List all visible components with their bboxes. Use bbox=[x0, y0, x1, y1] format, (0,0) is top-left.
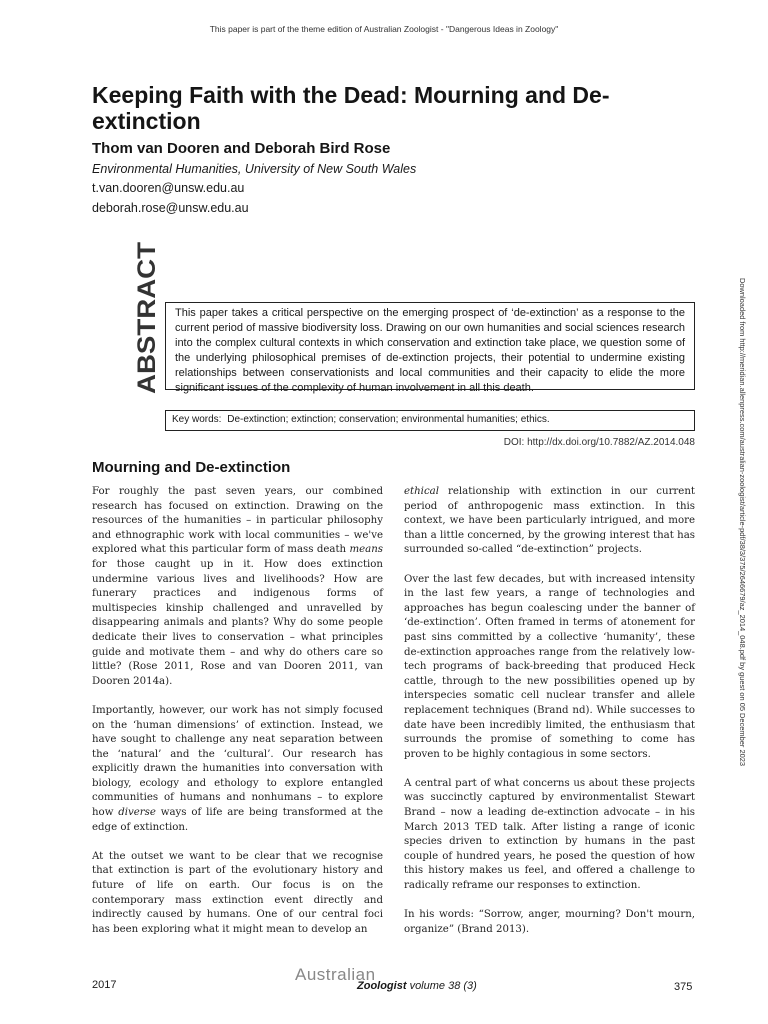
footer-volume: volume 38 (3) bbox=[409, 980, 477, 992]
section-heading: Mourning and De-extinction bbox=[92, 459, 291, 476]
abstract-label-vertical bbox=[134, 240, 160, 395]
footer-journal-logo: Australian bbox=[295, 965, 376, 984]
header-note: This paper is part of the theme edition of Australian Zoologist - "Dangerous Ideas in Zoology" bbox=[209, 24, 559, 34]
paragraph: In his words: “Sorrow, anger, mourning? Don't mourn, organize” (Brand 2013). bbox=[404, 909, 695, 935]
doi-link[interactable]: DOI: http://dx.doi.org/10.7882/AZ.2014.048 bbox=[503, 437, 695, 448]
footer-page-number: 375 bbox=[674, 981, 693, 993]
author-email-2[interactable]: deborah.rose@unsw.edu.au bbox=[92, 201, 249, 215]
paragraph: ethical relationship with extinction in our current period of anthropogenic mass extinction. In this context, we have been particularly intrigued, and more than a little concerned, by the growing interest that has surrounded so-called “de-extinction” projects. bbox=[404, 486, 695, 556]
paragraph: Importantly, however, our work has not simply focused on the ‘human dimensions’ of extinction. Instead, we have sought to challenge any neat separation between the ‘natural’ and the ‘cultural’. Our research has explicitly drawn the humanities into conversation with biology, ecology and ethology to explore entangled communities of humans and nonhumans – to explore how diverse ways of life are being transformed at the edge of extinction. bbox=[92, 704, 383, 833]
paragraph: Over the last few decades, but with increased intensity in the last few years, a range of technologies and approaches has begun coalescing under the banner of ‘de-extinction’. Often framed in terms of atonement for past sins committed by a collective ‘humanity’, these de-extinction approaches range from the relatively low-tech programs of back-breeding that produced Heck cattle, through to the new possibilities opened up by interspecies somatic cell nuclear transfer and allele replacement techniques (Brand nd). While successes to date have been incredibly limited, the enthusiasm that surrounds the promise of something to come has proven to be highly contagious in some sectors. bbox=[404, 573, 695, 760]
abstract-box: This paper takes a critical perspective on the emerging prospect of ‘de-extinction’ as a response to the current period of massive biodiversity loss. Drawing on our own humanities and social sciences research into the complex cultural contexts in which conservation and extinction take place, we question some of the underlying philosophical premises of de-extinction projects, their potential to undermine existing relationships between conservationists and local communities and their capacity to elide the more significant issues of the complexity of human involvement in all this death. bbox=[165, 302, 695, 390]
side-note-text: Downloaded from http://meridian.allenpress.com/australian-zoologist/article-pdf/38/3/375/2646679/az_2014_048.pdf by guest on 05 December 2023 bbox=[738, 278, 747, 770]
paragraph: At the outset we want to be clear that we recognise that extinction is part of the evolutionary history and future of life on earth. Our focus is on the contemporary mass extinction event directly and indirectly caused by humans. One of our central foci has been exploring what it might mean to develop an bbox=[92, 850, 383, 935]
keywords-box bbox=[165, 410, 695, 431]
author-email-1[interactable]: t.van.dooren@unsw.edu.au bbox=[92, 181, 245, 195]
download-side-note bbox=[737, 270, 749, 1010]
footer-year: 2017 bbox=[92, 979, 117, 991]
keywords-label: Key words: bbox=[172, 414, 222, 425]
page-title: Keeping Faith with the Dead: Mourning and De-extinction bbox=[92, 82, 610, 134]
keywords-text: De-extinction; extinction; conservation; environmental humanities; ethics. bbox=[227, 414, 550, 425]
footer-journal-name: Zoologist bbox=[357, 980, 407, 992]
body-column-right bbox=[404, 485, 695, 952]
affiliation: Environmental Humanities, University of New South Wales bbox=[92, 162, 417, 176]
abstract-label-text: ABSTRACT bbox=[133, 256, 161, 394]
body-column-left bbox=[92, 485, 383, 952]
paragraph: A central part of what concerns us about these projects was succinctly captured by environmentalist Stewart Brand – now a leading de-extinction advocate – in his March 2013 TED talk. After listing a range of iconic species driven to extinction by humans in the past couple of hundred years, he posed the question of how this history makes us feel, and offered a challenge to radically reframe our responses to extinction. bbox=[404, 777, 695, 892]
authors: Thom van Dooren and Deborah Bird Rose bbox=[92, 140, 391, 157]
paragraph: For roughly the past seven years, our combined research has focused on extinction. Drawing on the resources of the humanities – in particular philosophy and ethnographic work with local communities – we've explored what this particular form of mass death means for those caught up in it. How does extinction undermine various lives and livelihoods? How are funerary practices and indigenous forms of multispecies kinship challenged and unravelled by disappearing animals and plants? Why do some people dedicate their lives to conservation – what principles guide and motivate them – and why do others care so little? (Rose 2011, Rose and van Dooren 2011, van Dooren 2014a). bbox=[92, 486, 383, 687]
footer-journal bbox=[357, 980, 477, 992]
